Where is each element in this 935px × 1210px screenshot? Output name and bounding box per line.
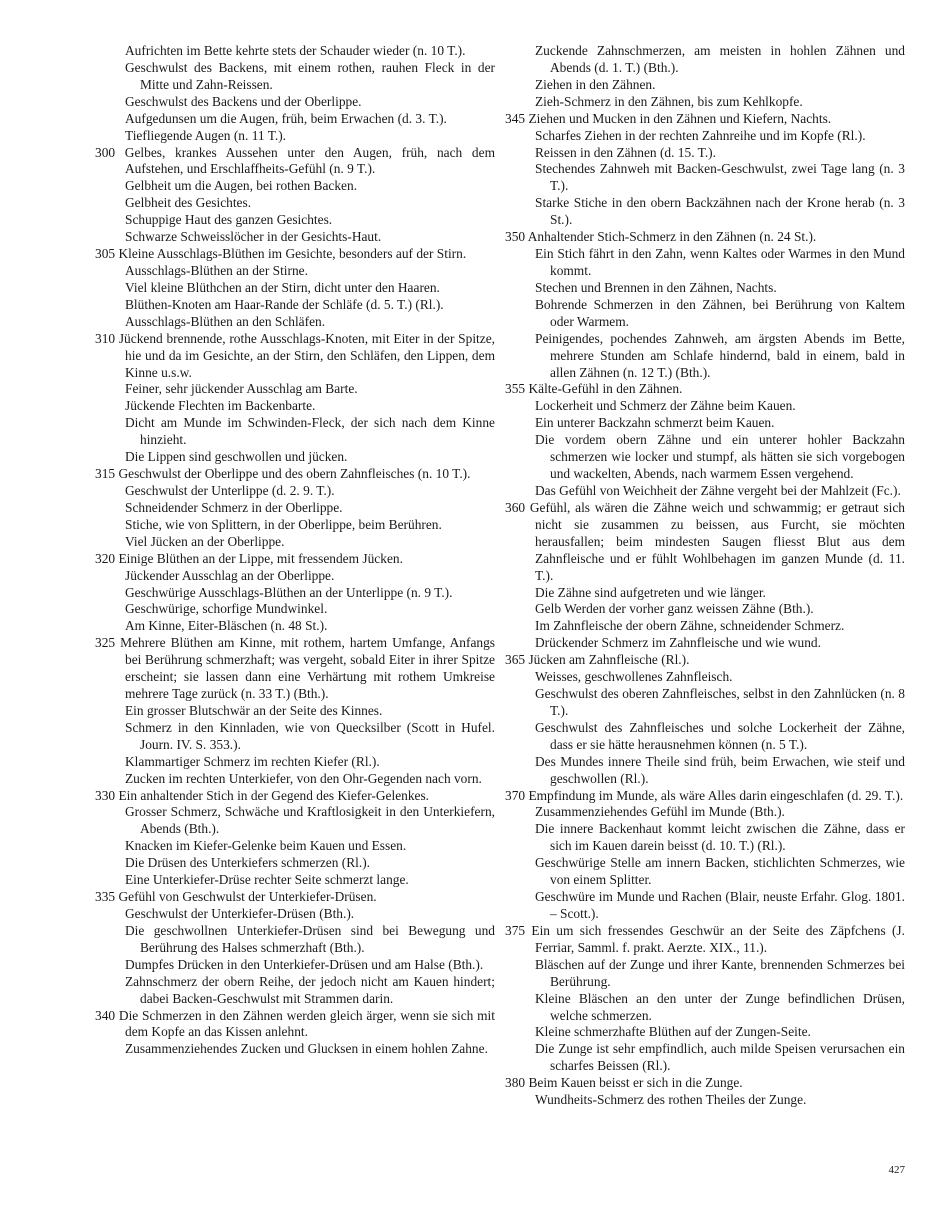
symptom-entry xyxy=(505,922,905,957)
symptom-entry xyxy=(110,601,495,618)
symptom-entry xyxy=(110,872,495,889)
symptom-entry xyxy=(520,161,905,195)
symptom-entry xyxy=(520,280,905,297)
entry-text: Ein unterer Backzahn schmerzt beim Kauen. xyxy=(535,415,775,431)
entry-text: Die Drüsen des Unterkiefers schmerzen (Rl.). xyxy=(125,855,371,871)
symptom-entry xyxy=(110,212,495,229)
symptom-entry xyxy=(95,246,495,263)
entry-number: 315 xyxy=(95,466,116,482)
entry-text: Gelbheit um die Augen, bei rothen Backen. xyxy=(125,178,358,194)
entry-text: Jücken am Zahnfleische (Rl.). xyxy=(528,652,690,668)
symptom-entry xyxy=(110,297,495,314)
symptom-entry xyxy=(110,517,495,534)
entry-text: Kleine Ausschlags-Blüthen im Gesichte, besonders auf der Stirn. xyxy=(118,246,467,262)
symptom-entry xyxy=(520,415,905,432)
entry-text: Tiefliegende Augen (n. 11 T.). xyxy=(125,127,287,143)
entry-text: Bläschen auf der Zunge und ihrer Kante, brennenden Schmerzes bei Berührung. xyxy=(535,956,905,989)
entry-number: 365 xyxy=(505,652,526,668)
symptom-entry xyxy=(505,110,905,128)
entry-text: Stechen und Brennen in den Zähnen, Nachts. xyxy=(535,279,777,295)
symptom-entry xyxy=(505,787,905,805)
entry-number: 320 xyxy=(95,550,116,566)
symptom-entry xyxy=(520,128,905,145)
symptom-entry xyxy=(520,432,905,483)
symptom-entry xyxy=(110,195,495,212)
entry-text: Kleine schmerzhafte Blüthen auf der Zungen-Seite. xyxy=(535,1024,811,1040)
symptom-entry xyxy=(110,534,495,551)
entry-text: Die geschwollnen Unterkiefer-Drüsen sind bei Bewegung und Berührung des Halses schmerzhaft (Bth.). xyxy=(125,922,495,955)
entry-text: Weisses, geschwollenes Zahnfleisch. xyxy=(535,669,733,685)
symptom-entry xyxy=(110,263,495,280)
symptom-entry xyxy=(110,43,495,60)
symptom-entry xyxy=(110,838,495,855)
entry-text: Die Zähne sind aufgetreten und wie länger. xyxy=(535,584,766,600)
entry-text: Empfindung im Munde, als wäre Alles darin eingeschlafen (d. 29. T.). xyxy=(528,787,904,803)
entry-text: Kleine Bläschen an den unter der Zunge befindlichen Drüsen, welche schmerzen. xyxy=(535,990,905,1023)
entry-text: Aufrichten im Bette kehrte stets der Schauder wieder (n. 10 T.). xyxy=(125,43,466,58)
entry-number: 355 xyxy=(505,381,526,397)
entry-number: 335 xyxy=(95,889,116,905)
entry-number: 350 xyxy=(505,229,526,245)
symptom-entry xyxy=(520,686,905,720)
entry-number: 340 xyxy=(95,1007,116,1023)
entry-text: Geschwulst der Unterkiefer-Drüsen (Bth.). xyxy=(125,906,355,922)
entry-text: Im Zahnfleische der obern Zähne, schneidender Schmerz. xyxy=(535,618,845,634)
entry-text: Viel Jücken an der Oberlippe. xyxy=(125,533,285,549)
entry-number: 380 xyxy=(505,1075,526,1091)
entry-text: Geschwulst des Zahnfleisches und solche Lockerheit der Zähne, dass er sie hätte herausnehmen können (n. 5 T.). xyxy=(535,719,905,752)
entry-text: Mehrere Blüthen am Kinne, mit rothem, hartem Umfange, Anfangs bei Berührung schmerzhaft; was vergeht, sobald Eiter in ihrer Spitze erscheint; sie lassen dann eine Verhärtung mit rothem Umkreise mehrere Tage zurück (n. 33 T.) (Bth.). xyxy=(120,635,495,702)
entry-number: 325 xyxy=(95,635,116,651)
entry-text: Ausschlags-Blüthen an der Stirne. xyxy=(125,262,308,278)
entry-text: Am Kinne, Eiter-Bläschen (n. 48 St.). xyxy=(125,618,328,634)
symptom-entry xyxy=(110,703,495,720)
symptom-entry xyxy=(110,314,495,331)
symptom-entry xyxy=(95,787,495,805)
entry-text: Gefühl, als wären die Zähne weich und schwammig; er getraut sich nicht sie zusammen zu beissen, aus Furcht, sie möchten herausfallen; beim mindesten Saugen fliesst Blut aus dem Zahnfleische und er fühlt Wohlbehagen im ganzen Munde (d. 11. T.). xyxy=(529,499,905,583)
symptom-entry xyxy=(520,1024,905,1041)
entry-text: Geschwulst des Backens und der Oberlippe. xyxy=(125,93,362,109)
entry-text: Wundheits-Schmerz des rothen Theiles der Zunge. xyxy=(535,1092,807,1108)
symptom-entry xyxy=(110,957,495,974)
symptom-entry xyxy=(110,1041,495,1058)
entry-text: Jückend brennende, rothe Ausschlags-Knoten, mit Eiter in der Spitze, hie und da im Gesichte, an der Stirn, den Schläfen, den Lippen, dem Kinne u.s.w. xyxy=(118,330,495,380)
symptom-entry xyxy=(520,855,905,889)
entry-text: Einige Blüthen an der Lippe, mit fressendem Jücken. xyxy=(118,550,403,566)
symptom-entry xyxy=(505,381,905,398)
entry-text: Viel kleine Blüthchen an der Stirn, dicht unter den Haaren. xyxy=(125,279,440,295)
symptom-entry xyxy=(520,331,905,382)
entry-text: Ziehen und Mucken in den Zähnen und Kiefern, Nachts. xyxy=(528,110,832,126)
entry-text: Starke Stiche in den obern Backzähnen nach der Krone herab (n. 3 St.). xyxy=(535,195,905,228)
entry-text: Ein anhaltender Stich in der Gegend des Kiefer-Gelenkes. xyxy=(118,787,430,803)
entry-number: 370 xyxy=(505,787,526,803)
entry-text: Schneidender Schmerz in der Oberlippe. xyxy=(125,499,343,515)
entry-number: 305 xyxy=(95,246,116,262)
entry-text: Eine Unterkiefer-Drüse rechter Seite schmerzt lange. xyxy=(125,872,409,888)
symptom-entry xyxy=(110,568,495,585)
entry-text: Geschwüre im Munde und Rachen (Blair, neuste Erfahr. Glog. 1801. – Scott.). xyxy=(535,889,905,922)
entry-text: Zusammenziehendes Gefühl im Munde (Bth.). xyxy=(535,804,785,820)
symptom-entry xyxy=(505,499,905,585)
entry-text: Geschwürige Stelle am innern Backen, stichlichten Schmerzes, wie von einem Splitter. xyxy=(535,855,905,888)
entry-text: Ziehen in den Zähnen. xyxy=(535,76,656,92)
symptom-entry xyxy=(520,398,905,415)
entry-text: Gefühl von Geschwulst der Unterkiefer-Drüsen. xyxy=(118,889,377,905)
symptom-entry xyxy=(95,1007,495,1042)
entry-number: 345 xyxy=(505,110,526,126)
entry-text: Geschwulst des oberen Zahnfleisches, selbst in den Zahnlücken (n. 8 T.). xyxy=(535,686,905,718)
entry-text: Dumpfes Drücken in den Unterkiefer-Drüsen und am Halse (Bth.). xyxy=(125,956,484,972)
symptom-entry xyxy=(520,77,905,94)
entry-text: Zucken im rechten Unterkiefer, von den Ohr-Gegenden nach vorn. xyxy=(125,770,482,786)
symptom-entry xyxy=(520,821,905,855)
entry-text: Peinigendes, pochendes Zahnweh, am ärgsten Abends im Bette, mehrere Stunden am Schlafe hindernd, bald in einem, bald in allen Zähnen (n. 12 T.) (Bth.). xyxy=(535,330,905,380)
entry-text: Lockerheit und Schmerz der Zähne beim Kauen. xyxy=(535,398,796,414)
symptom-entry xyxy=(110,771,495,788)
entry-text: Geschwulst der Unterlippe (d. 2. 9. T.). xyxy=(125,482,335,498)
symptom-entry xyxy=(110,585,495,602)
symptom-entry xyxy=(520,1092,905,1109)
symptom-entry xyxy=(110,381,495,398)
symptom-entry xyxy=(95,330,495,382)
left-column xyxy=(95,43,495,1058)
entry-text: Blüthen-Knoten am Haar-Rande der Schläfe (d. 5. T.) (Rl.). xyxy=(125,296,444,312)
entry-text: Drückender Schmerz im Zahnfleische und wie wund. xyxy=(535,635,821,651)
entry-text: Des Mundes innere Theile sind früh, beim Erwachen, wie steif und geschwollen (Rl.). xyxy=(535,753,905,786)
entry-text: Schwarze Schweisslöcher in der Gesichts-Haut. xyxy=(125,229,382,245)
symptom-entry xyxy=(110,178,495,195)
symptom-entry xyxy=(110,111,495,128)
entry-text: Jückende Flechten im Backenbarte. xyxy=(125,398,316,414)
symptom-entry xyxy=(520,246,905,280)
symptom-entry xyxy=(110,449,495,466)
entry-number: 330 xyxy=(95,787,116,803)
symptom-entry xyxy=(110,974,495,1008)
symptom-entry xyxy=(110,483,495,500)
symptom-entry xyxy=(110,500,495,517)
entry-text: Dicht am Munde im Schwinden-Fleck, der sich nach dem Kinne hinzieht. xyxy=(125,415,495,448)
entry-text: Ausschlags-Blüthen an den Schläfen. xyxy=(125,313,326,329)
entry-text: Gelbes, krankes Aussehen unter den Augen, früh, nach dem Aufstehen, und Erschlaffheits-Gefühl (n. 9 T.). xyxy=(124,144,495,177)
symptom-entry xyxy=(520,720,905,754)
entry-number: 300 xyxy=(95,144,116,160)
page-number: 427 xyxy=(888,1164,905,1176)
symptom-entry xyxy=(110,855,495,872)
entry-text: Die Lippen sind geschwollen und jücken. xyxy=(125,449,348,465)
symptom-entry xyxy=(110,128,495,145)
entry-text: Die vordem obern Zähne und ein unterer hohler Backzahn schmerzen wie locker und stumpf, als hätten sie sich vorgebogen und wackelten, Abends, nach warmem Essen vergehend. xyxy=(535,432,905,482)
symptom-entry xyxy=(110,906,495,923)
entry-number: 375 xyxy=(505,922,526,938)
entry-text: Stechendes Zahnweh mit Backen-Geschwulst, zwei Tage lang (n. 3 T.). xyxy=(535,161,905,194)
entry-text: Zuckende Zahnschmerzen, am meisten in hohlen Zähnen und Abends (d. 1. T.) (Bth.). xyxy=(535,43,905,75)
entry-text: Geschwulst des Backens, mit einem rothen, rauhen Fleck in der Mitte und Zahn-Reissen. xyxy=(125,59,495,92)
symptom-entry xyxy=(520,991,905,1025)
symptom-entry xyxy=(520,94,905,111)
symptom-entry xyxy=(520,585,905,602)
entry-text: Zieh-Schmerz in den Zähnen, bis zum Kehlkopfe. xyxy=(535,93,803,109)
symptom-entry xyxy=(110,60,495,94)
symptom-entry xyxy=(110,618,495,635)
symptom-entry xyxy=(520,601,905,618)
symptom-entry xyxy=(110,923,495,957)
symptom-entry xyxy=(110,720,495,754)
entry-text: Ein grosser Blutschwär an der Seite des Kinnes. xyxy=(125,702,383,718)
entry-text: Feiner, sehr jückender Ausschlag am Barte. xyxy=(125,381,358,397)
entry-text: Zahnschmerz der obern Reihe, der jedoch nicht am Kauen hindert; dabei Backen-Geschwulst mit Strammen darin. xyxy=(125,973,495,1006)
entry-text: Ein um sich fressendes Geschwür an der Seite des Zäpfchens (J. Ferriar, Samml. f. prakt. Aerzte. XIX., 11.). xyxy=(531,922,905,955)
entry-text: Stiche, wie von Splittern, in der Oberlippe, beim Berühren. xyxy=(125,516,442,532)
entry-number: 310 xyxy=(95,330,116,346)
entry-text: Geschwürige Ausschlags-Blüthen an der Unterlippe (n. 9 T.). xyxy=(125,584,453,600)
entry-text: Schmerz in den Kinnladen, wie von Quecksilber (Scott in Hufel. Journ. IV. S. 353.). xyxy=(125,719,495,752)
symptom-entry xyxy=(110,415,495,449)
symptom-entry xyxy=(505,652,905,669)
entry-text: Beim Kauen beisst er sich in die Zunge. xyxy=(528,1075,743,1091)
symptom-entry xyxy=(520,804,905,821)
entry-text: Das Gefühl von Weichheit der Zähne vergeht bei der Mahlzeit (Fc.). xyxy=(535,482,901,498)
entry-text: Grosser Schmerz, Schwäche und Kraftlosigkeit in den Unterkiefern, Abends (Bth.). xyxy=(125,804,495,837)
entry-text: Kälte-Gefühl in den Zähnen. xyxy=(528,381,683,397)
symptom-entry xyxy=(520,754,905,788)
entry-text: Die innere Backenhaut kommt leicht zwischen die Zähne, dass er sich im Kauen darein beisst (d. 10. T.) (Rl.). xyxy=(535,821,905,854)
entry-text: Zusammenziehendes Zucken und Glucksen in einem hohlen Zahne. xyxy=(125,1041,488,1057)
symptom-entry xyxy=(520,1041,905,1075)
symptom-entry xyxy=(520,145,905,162)
symptom-entry xyxy=(95,635,495,703)
entry-text: Knacken im Kiefer-Gelenke beim Kauen und Essen. xyxy=(125,838,407,854)
symptom-entry xyxy=(110,754,495,771)
entry-text: Klammartiger Schmerz im rechten Kiefer (Rl.). xyxy=(125,753,380,769)
symptom-entry xyxy=(505,1075,905,1092)
symptom-entry xyxy=(520,483,905,500)
entry-text: Gelbheit des Gesichtes. xyxy=(125,195,252,211)
symptom-entry xyxy=(520,618,905,635)
symptom-entry xyxy=(110,94,495,111)
entry-text: Geschwulst der Oberlippe und des obern Zahnfleisches (n. 10 T.). xyxy=(118,466,471,482)
entry-text: Schuppige Haut des ganzen Gesichtes. xyxy=(125,212,333,228)
symptom-entry xyxy=(110,280,495,297)
symptom-entry xyxy=(95,144,495,179)
entry-number: 360 xyxy=(505,499,526,515)
symptom-entry xyxy=(110,804,495,838)
entry-text: Jückender Ausschlag an der Oberlippe. xyxy=(125,567,335,583)
symptom-entry xyxy=(520,297,905,331)
entry-text: Aufgedunsen um die Augen, früh, beim Erwachen (d. 3. T.). xyxy=(125,110,447,126)
entry-text: Geschwürige, schorfige Mundwinkel. xyxy=(125,601,328,617)
symptom-entry xyxy=(520,635,905,652)
symptom-entry xyxy=(95,466,495,483)
symptom-entry xyxy=(520,669,905,686)
entry-text: Anhaltender Stich-Schmerz in den Zähnen (n. 24 St.). xyxy=(527,229,817,245)
symptom-entry xyxy=(520,43,905,77)
entry-text: Ein Stich fährt in den Zahn, wenn Kaltes oder Warmes in den Mund kommt. xyxy=(535,246,905,278)
symptom-entry xyxy=(95,889,495,906)
entry-text: Scharfes Ziehen in der rechten Zahnreihe und im Kopfe (Rl.). xyxy=(535,127,866,143)
entry-text: Die Schmerzen in den Zähnen werden gleich ärger, wenn sie sich mit dem Kopfe an das Kissen anlehnt. xyxy=(118,1007,495,1040)
symptom-entry xyxy=(505,229,905,246)
entry-text: Bohrende Schmerzen in den Zähnen, bei Berührung von Kaltem oder Warmem. xyxy=(535,296,905,329)
symptom-entry xyxy=(520,195,905,229)
entry-text: Die Zunge ist sehr empfindlich, auch milde Speisen verursachen ein scharfes Beissen (Rl.). xyxy=(535,1041,905,1074)
symptom-entry xyxy=(110,229,495,246)
symptom-entry xyxy=(95,550,495,568)
entry-text: Reissen in den Zähnen (d. 15. T.). xyxy=(535,144,716,160)
symptom-entry xyxy=(520,889,905,923)
entry-text: Gelb Werden der vorher ganz weissen Zähne (Bth.). xyxy=(535,601,814,617)
symptom-entry xyxy=(110,398,495,415)
right-column xyxy=(505,43,905,1109)
symptom-entry xyxy=(520,957,905,991)
